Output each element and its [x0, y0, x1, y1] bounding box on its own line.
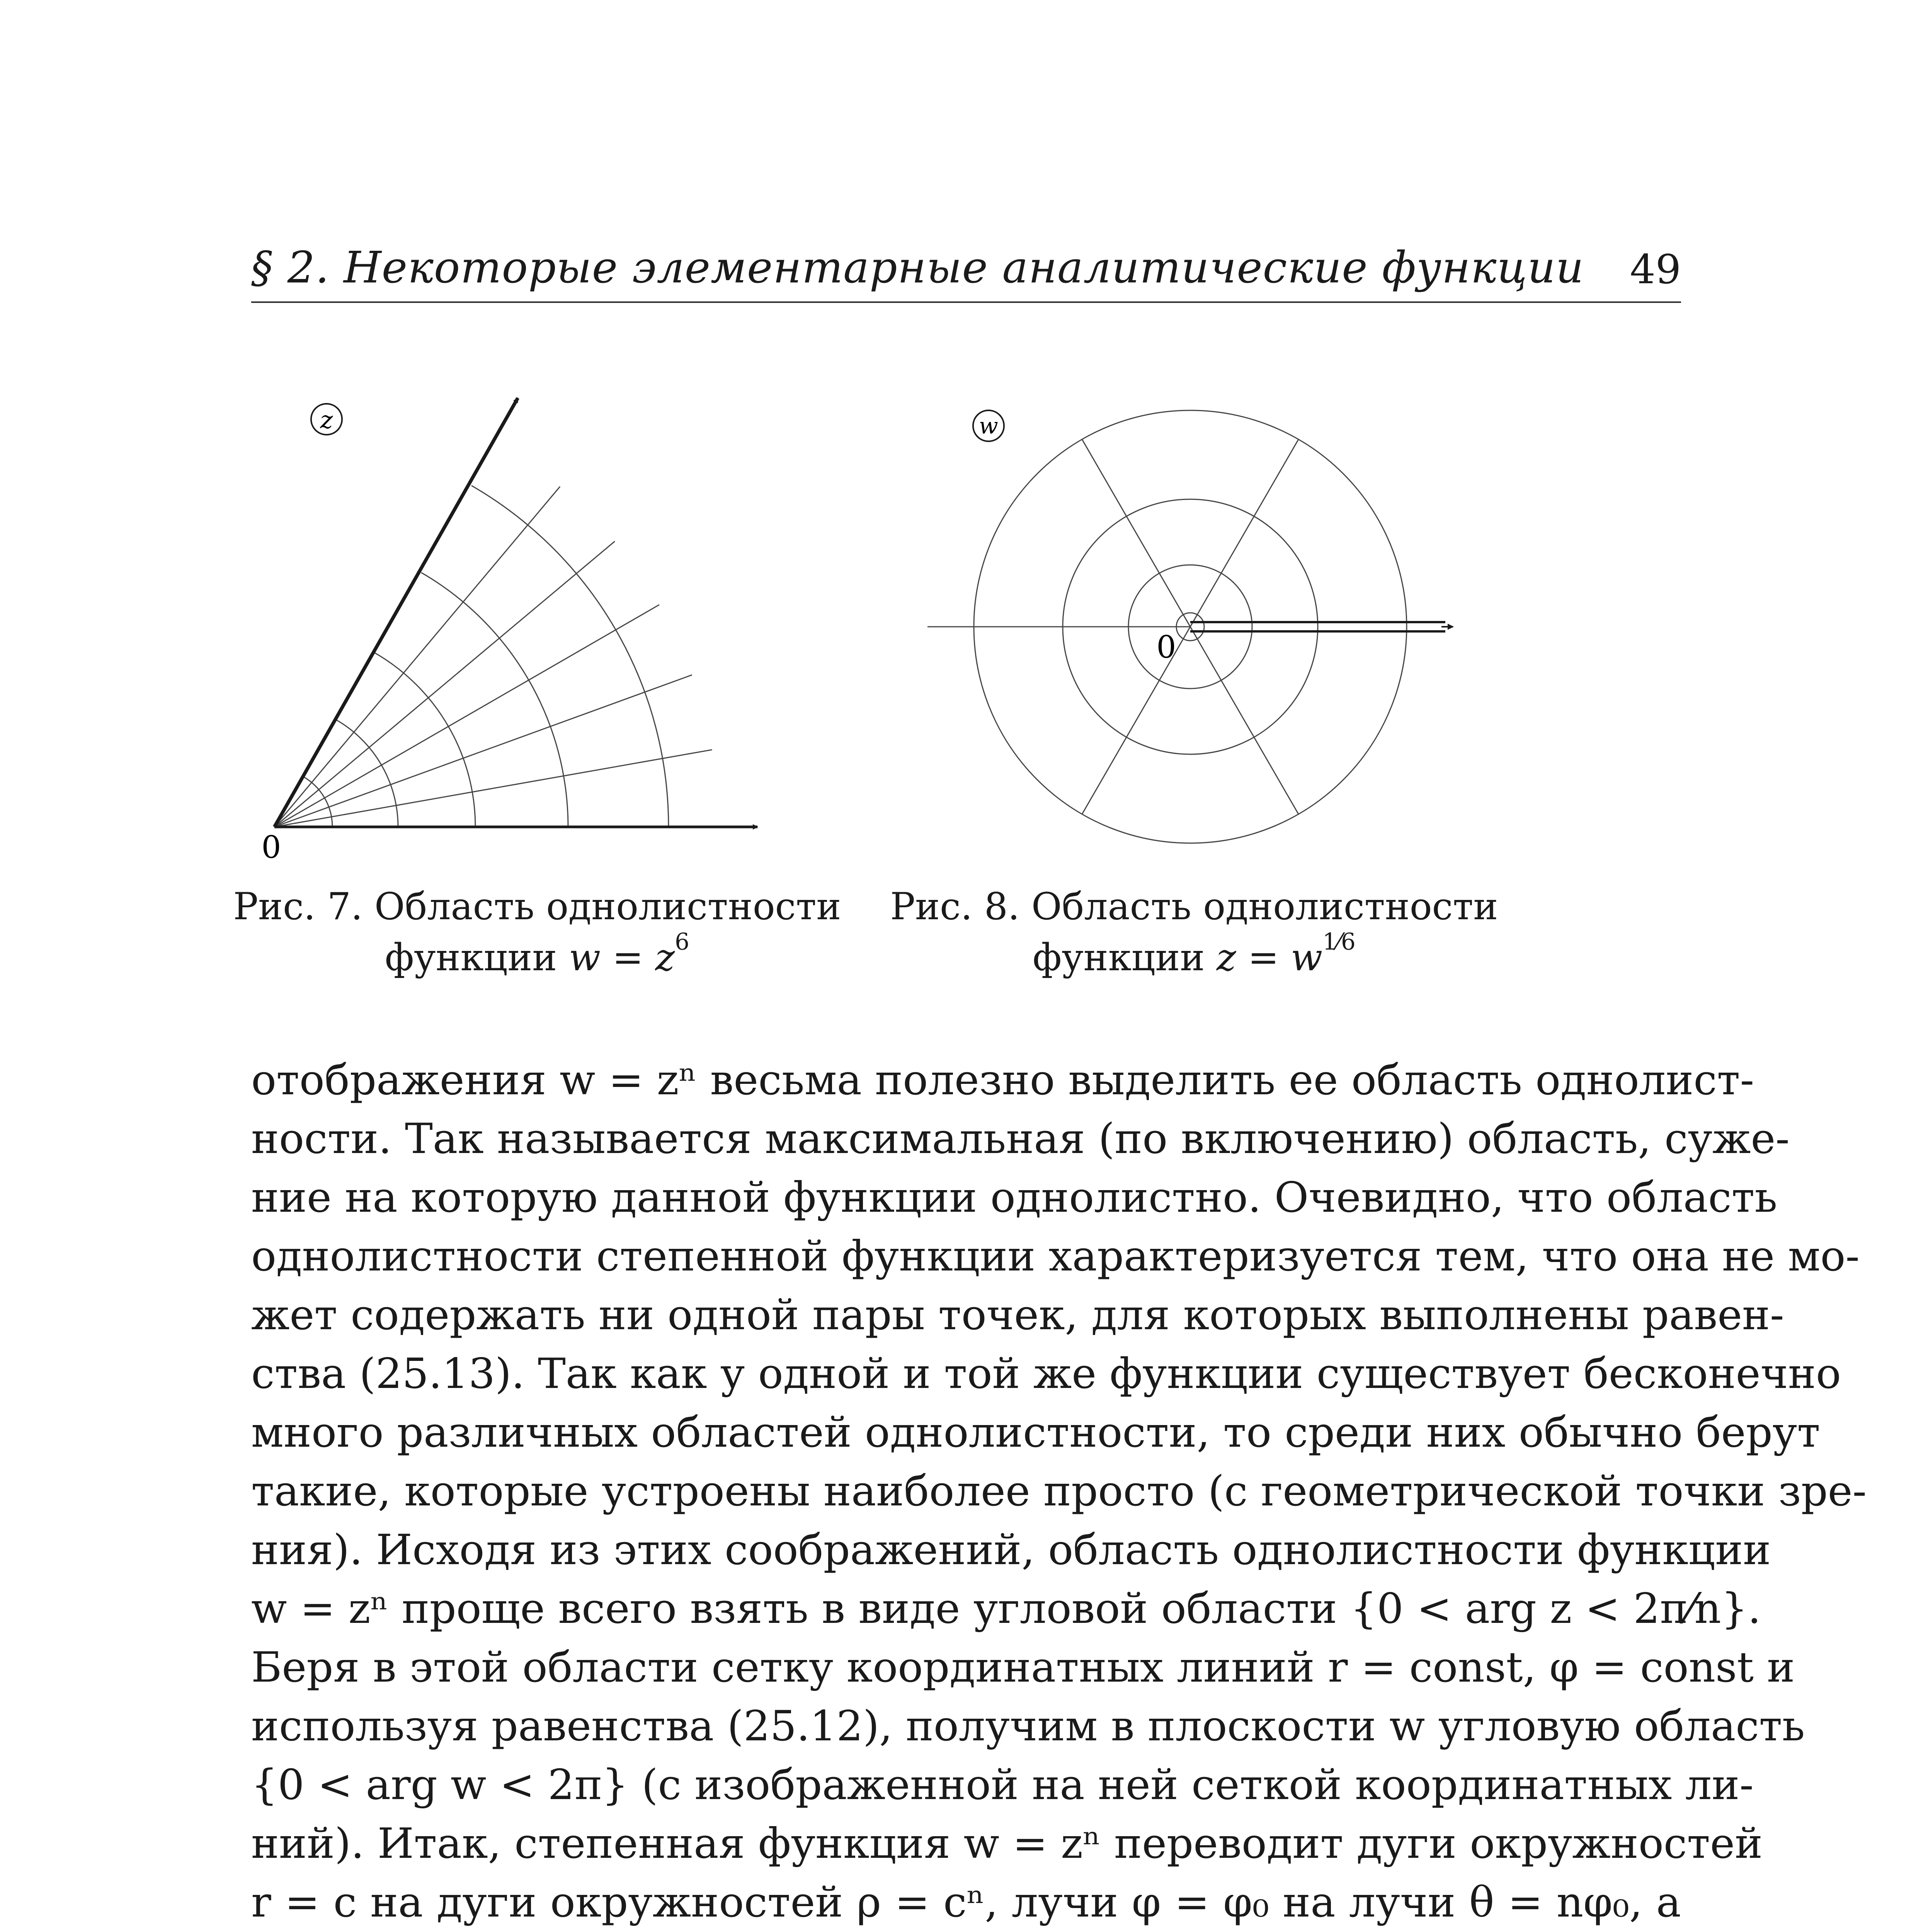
text-line: жет содержать ни одной пары точек, для которых выполнены равен- — [251, 1291, 1784, 1339]
sector-grid-lines — [274, 486, 712, 827]
text-line: ние на которую данной функции однолистно. Очевидно, что область — [251, 1173, 1778, 1222]
text-line: ности. Так называется максимальная (по включению) область, суже- — [251, 1115, 1790, 1163]
grid-ray — [274, 750, 712, 827]
text-line: w = zⁿ проще всего взять в виде угловой области {0 < arg z < 2π⁄n}. — [251, 1585, 1761, 1633]
origin-label: 0 — [1156, 629, 1176, 665]
figure-8-caption — [889, 881, 1499, 983]
body-text — [251, 1051, 1867, 1932]
paragraph-1 — [251, 1051, 1867, 1932]
grid-ray — [274, 605, 659, 827]
caption-line-1: Рис. 8. Область однолистности — [890, 885, 1498, 928]
text-line: {0 < arg w < 2π} (с изображенной на ней сеткой координатных ли- — [251, 1761, 1754, 1809]
figure-7-sector-grid — [240, 379, 804, 881]
figure-8-polar-grid — [920, 390, 1476, 869]
text-line: Беря в этой области сетку координатных линий r = const, φ = const и — [251, 1643, 1795, 1692]
page-number: 49 — [1630, 246, 1681, 293]
grid-ray — [274, 675, 692, 827]
text-line: много различных областей однолистности, то среди них обычно берут — [251, 1408, 1821, 1457]
grid-ray — [1190, 439, 1298, 627]
grid-ray — [274, 486, 560, 827]
text-line: такие, которые устроены наиболее просто (с геометрической точки зре- — [251, 1467, 1867, 1515]
caption-line-2: функции $w = z^6$ — [385, 929, 689, 979]
grid-ray — [1082, 439, 1190, 627]
grid-ray — [1190, 627, 1298, 814]
origin-label: 0 — [261, 829, 281, 865]
text-line: r = c на дуги окружностей ρ = cⁿ, лучи φ = φ₀ на лучи θ = nφ₀, а — [251, 1878, 1681, 1927]
polar-grid-lines — [927, 410, 1407, 843]
header-title: § 2. Некоторые элементарные аналитические функции — [251, 243, 1584, 293]
text-line: используя равенства (25.12), получим в плоскости w угловую область — [251, 1702, 1805, 1750]
text-line: ства (25.13). Так как у одной и той же функции существует бесконечно — [251, 1350, 1841, 1398]
plane-label: z — [320, 406, 333, 434]
text-line: отображения w = zⁿ весьма полезно выделить ее область однолист- — [251, 1056, 1754, 1104]
caption-line-1: Рис. 7. Область однолистности — [233, 885, 841, 928]
text-line: ний). Итак, степенная функция w = zⁿ переводит дуги окружностей — [251, 1820, 1763, 1868]
sector-boundary-ray — [274, 398, 518, 827]
plane-label: w — [979, 413, 998, 439]
text-line: ния). Исходя из этих соображений, область однолистности функции — [251, 1526, 1771, 1574]
figure-7-caption — [232, 881, 842, 983]
caption-line-2: функции $z = w^{1⁄6}$ — [1033, 929, 1356, 979]
text-line: однолистности степенной функции характеризуется тем, что она не мо- — [251, 1232, 1860, 1281]
running-header — [251, 243, 1681, 303]
grid-ray — [274, 541, 615, 827]
